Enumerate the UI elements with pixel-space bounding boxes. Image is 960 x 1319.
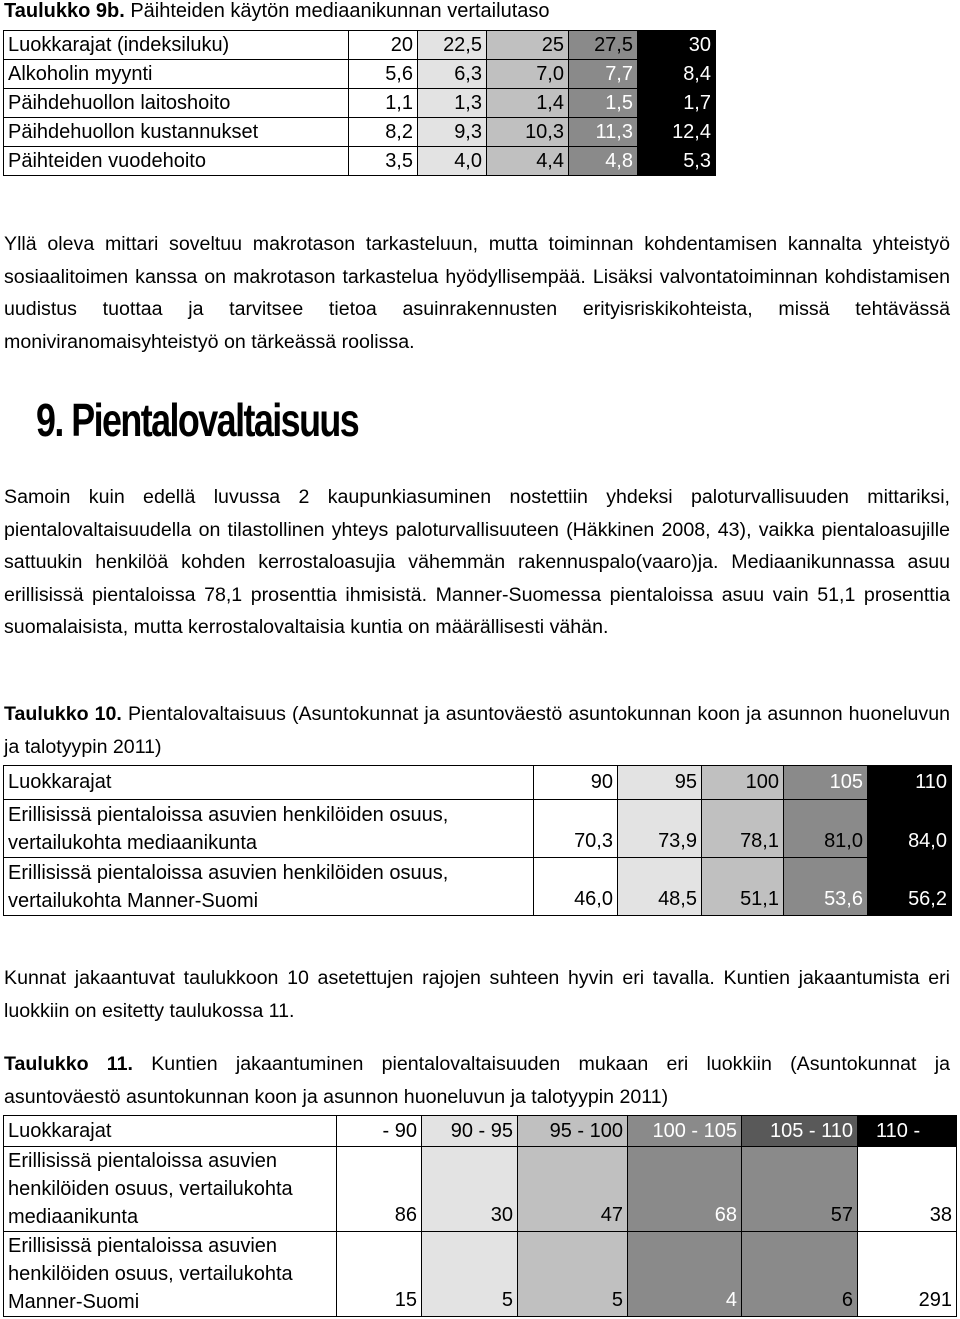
cell: 48,5	[618, 858, 702, 916]
row-label: Erillisissä pientaloissa asuvien henkilöiden osuus, vertailukohta mediaanikunta	[4, 1147, 337, 1232]
row-label: Päihdehuollon laitoshoito	[4, 89, 349, 118]
cell: 56,2	[868, 858, 952, 916]
cell: 1,4	[487, 89, 569, 118]
table-10	[3, 765, 952, 916]
row-label: Erillisissä pientaloissa asuvien henkilöiden osuus, vertailukohta Manner-Suomi	[4, 1232, 337, 1317]
cell: 4,8	[569, 147, 638, 176]
cell: 78,1	[702, 800, 784, 858]
cell: 4	[628, 1232, 742, 1317]
cell: 90	[534, 766, 618, 800]
section-heading: 9. Pientalovaltaisuus	[36, 394, 359, 446]
table-9b	[3, 30, 716, 176]
cell: 95	[618, 766, 702, 800]
cell: 5	[518, 1232, 628, 1317]
row-label: Alkoholin myynti	[4, 60, 349, 89]
cell: 9,3	[418, 118, 487, 147]
row-label: Luokkarajat	[4, 766, 534, 800]
cell: 27,5	[569, 31, 638, 60]
cell: 7,7	[569, 60, 638, 89]
table9b-caption-text: Päihteiden käytön mediaanikunnan vertailutaso	[124, 0, 550, 22]
cell: 5,6	[349, 60, 418, 89]
cell: 12,4	[638, 118, 716, 147]
table10-caption-text: Pientalovaltaisuus (Asuntokunnat ja asuntoväestö asuntokunnan koon ja asunnon huoneluvun ja talotyypin 2011)	[4, 703, 950, 758]
cell: 30	[422, 1147, 518, 1232]
table-row	[4, 89, 716, 118]
cell: 20	[349, 31, 418, 60]
cell: 95 - 100	[518, 1116, 628, 1147]
cell: 11,3	[569, 118, 638, 147]
cell: 38	[858, 1147, 957, 1232]
row-label: Päihdehuollon kustannukset	[4, 118, 349, 147]
table10-caption-label: Taulukko 10.	[4, 703, 122, 725]
cell: 73,9	[618, 800, 702, 858]
table11-caption-text: Kuntien jakaantuminen pientalovaltaisuuden mukaan eri luokkiin (Asuntokunnat ja asuntoväestö asuntokunnan koon ja asunnon huoneluvun ja talotyypin 2011)	[4, 1053, 950, 1108]
table10-caption	[4, 698, 950, 763]
cell: 6,3	[418, 60, 487, 89]
cell: 1,3	[418, 89, 487, 118]
paragraph-3: Kunnat jakaantuvat taulukkoon 10 asetettujen rajojen suhteen hyvin eri tavalla. Kuntien jakaantumista eri luokkiin on esitetty taulukossa 11.	[4, 967, 950, 1022]
table-row	[4, 118, 716, 147]
table-row	[4, 858, 952, 916]
cell: 5	[422, 1232, 518, 1317]
cell: 22,5	[418, 31, 487, 60]
cell: 8,2	[349, 118, 418, 147]
table11-caption-label: Taulukko 11.	[4, 1053, 133, 1075]
cell: 105	[784, 766, 868, 800]
cell: 110	[868, 766, 952, 800]
paragraph-2: Samoin kuin edellä luvussa 2 kaupunkiasuminen nostettiin yhdeksi paloturvallisuuden mittariksi, pientalovaltaisuudella on tilastollinen yhteys paloturvallisuuteen (Häkkinen 2008, 43), vaikka pientaloasujille sattuukin henkilöä kohden kerrostaloasujia vähemmän rakennuspalo(vaaro)ja. Mediaanikunnassa asuu erillisissä pientaloissa 78,1 prosenttia ihmisistä. Manner-Suomessa pientaloissa asuu vain 51,1 prosenttia suomalaisista, mutta kerrostalovaltaisia kuntia on määrällisesti vähän.	[4, 486, 950, 639]
cell: 100	[702, 766, 784, 800]
table-row	[4, 800, 952, 858]
table-row	[4, 1232, 957, 1317]
cell: 47	[518, 1147, 628, 1232]
paragraph-1: Yllä oleva mittari soveltuu makrotason tarkasteluun, mutta toiminnan kohdentamisen kannalta yhteistyö sosiaalitoimen kanssa on makrotason tarkastelua hyödyllisempää. Lisäksi valvontatoiminnan kohdistamisen uudistus tuottaa ja tarvitsee tietoa asuinrakennusten erityisriskikohteista, missä tehtävässä moniviranomaisyhteistyö on tärkeässä roolissa.	[4, 233, 950, 353]
row-label: Päihteiden vuodehoito	[4, 147, 349, 176]
cell: 8,4	[638, 60, 716, 89]
table-row	[4, 31, 716, 60]
cell: 68	[628, 1147, 742, 1232]
cell: 105 - 110	[742, 1116, 858, 1147]
cell: 15	[337, 1232, 422, 1317]
table9b-caption	[4, 0, 550, 22]
cell: 84,0	[868, 800, 952, 858]
cell: 1,7	[638, 89, 716, 118]
cell: 53,6	[784, 858, 868, 916]
table-row	[4, 147, 716, 176]
cell: 90 - 95	[422, 1116, 518, 1147]
cell: 1,5	[569, 89, 638, 118]
cell: 70,3	[534, 800, 618, 858]
cell: 3,5	[349, 147, 418, 176]
row-label: Erillisissä pientaloissa asuvien henkilöiden osuus, vertailukohta Manner-Suomi	[4, 858, 534, 916]
cell: 81,0	[784, 800, 868, 858]
cell: 86	[337, 1147, 422, 1232]
cell: 291	[858, 1232, 957, 1317]
cell: 51,1	[702, 858, 784, 916]
table-row	[4, 60, 716, 89]
cell: 4,4	[487, 147, 569, 176]
cell: 100 - 105	[628, 1116, 742, 1147]
cell: - 90	[337, 1116, 422, 1147]
table-row	[4, 1116, 957, 1147]
table-row	[4, 1147, 957, 1232]
cell: 1,1	[349, 89, 418, 118]
table-11	[3, 1115, 957, 1317]
table9b-caption-label: Taulukko 9b.	[4, 0, 125, 22]
cell: 10,3	[487, 118, 569, 147]
cell: 57	[742, 1147, 858, 1232]
table-row	[4, 766, 952, 800]
row-label: Luokkarajat (indeksiluku)	[4, 31, 349, 60]
table11-caption	[4, 1048, 950, 1113]
cell: 4,0	[418, 147, 487, 176]
row-label: Erillisissä pientaloissa asuvien henkilöiden osuus, vertailukohta mediaanikunta	[4, 800, 534, 858]
cell: 110 -	[858, 1116, 957, 1147]
cell: 30	[638, 31, 716, 60]
cell: 5,3	[638, 147, 716, 176]
cell: 46,0	[534, 858, 618, 916]
row-label: Luokkarajat	[4, 1116, 337, 1147]
cell: 6	[742, 1232, 858, 1317]
cell: 7,0	[487, 60, 569, 89]
cell: 25	[487, 31, 569, 60]
